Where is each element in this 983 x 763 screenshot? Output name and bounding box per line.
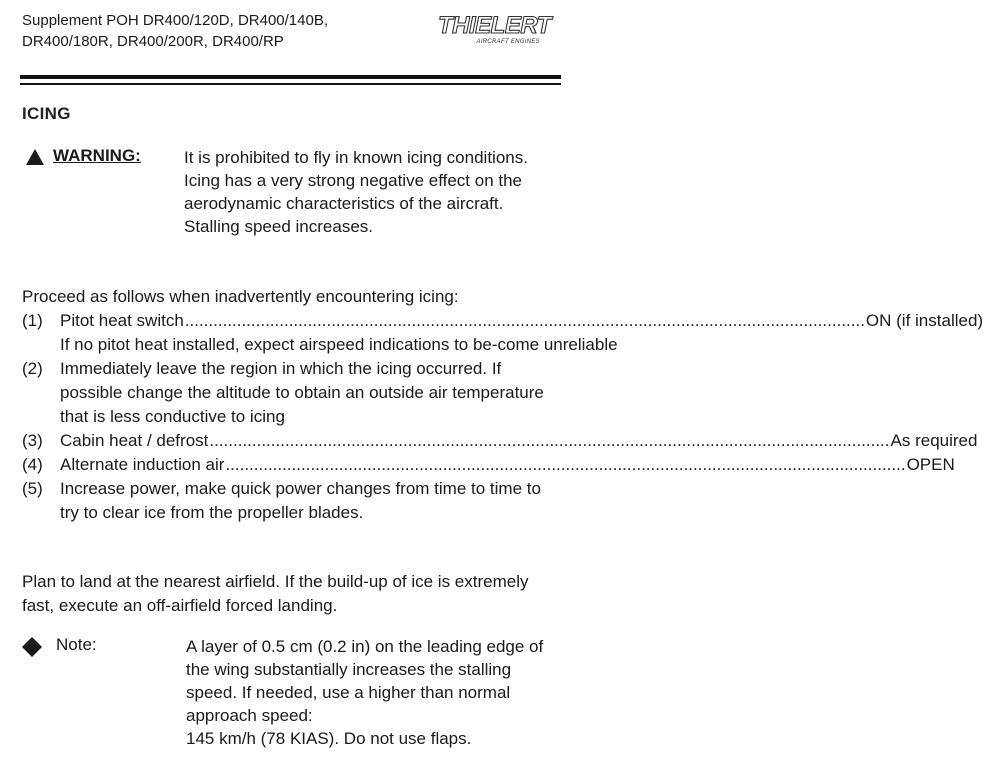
procedure-step-4 bbox=[22, 453, 955, 477]
note-label: Note: bbox=[56, 635, 97, 654]
procedure-step-5 bbox=[22, 477, 554, 525]
landing-plan-text: Plan to land at the nearest airfield. If the build-up of ice is extremely fast, execute an off-airfield forced landing. bbox=[22, 572, 529, 615]
header-title-line1: Supplement POH DR400/120D, DR400/140B, bbox=[22, 12, 329, 29]
note-text-1: A layer of 0.5 cm (0.2 in) on the leading edge of the wing substantially increases the stalling speed. If needed, use a higher than normal approach speed: bbox=[186, 637, 544, 725]
thielert-logo bbox=[438, 12, 551, 54]
step-action: ON (if installed) bbox=[865, 311, 983, 330]
step-detail: If no pitot heat installed, expect airspeed indications to be-come unreliable bbox=[60, 335, 618, 354]
dot-leader bbox=[209, 429, 889, 453]
step-item: Alternate induction air bbox=[60, 455, 225, 474]
diamond-bullet-icon bbox=[22, 637, 42, 657]
step-number: (1) bbox=[22, 311, 43, 330]
warning-label: WARNING: bbox=[53, 146, 141, 165]
step-text: Immediately leave the region in which the icing occurred. If possible change the altitude to obtain an outside air temperature that is less conductive to icing bbox=[60, 359, 544, 426]
note-text bbox=[186, 635, 554, 750]
step-item: Pitot heat switch bbox=[60, 311, 184, 330]
procedure-step-1 bbox=[22, 309, 983, 357]
step-number: (3) bbox=[22, 431, 43, 450]
warning-triangle-icon bbox=[26, 149, 44, 165]
dot-leader bbox=[185, 309, 865, 333]
step-number: (4) bbox=[22, 455, 43, 474]
logo-text: THIELERT bbox=[438, 12, 551, 39]
header-rule-thick bbox=[20, 75, 561, 79]
step-action: As required bbox=[890, 431, 978, 450]
warning-text bbox=[184, 146, 554, 238]
step-number: (5) bbox=[22, 479, 43, 498]
step-action: OPEN bbox=[906, 455, 955, 474]
section-title: ICING bbox=[22, 104, 71, 123]
warning-paragraph-2: Icing has a very strong negative effect on the aerodynamic characteristics of the aircraft. Stalling speed increases. bbox=[184, 171, 523, 236]
step-item: Cabin heat / defrost bbox=[60, 431, 209, 450]
step-number: (2) bbox=[22, 359, 43, 378]
header-rule-thin bbox=[20, 83, 561, 85]
warning-paragraph-1: It is prohibited to fly in known icing conditions. bbox=[184, 148, 528, 167]
dot-leader bbox=[225, 453, 905, 477]
procedure-step-3 bbox=[22, 429, 978, 453]
header-title-line2: DR400/180R, DR400/200R, DR400/RP bbox=[22, 33, 284, 50]
procedure-steps bbox=[22, 309, 983, 525]
procedure-intro: Proceed as follows when inadvertently encountering icing: bbox=[22, 287, 459, 306]
note-text-2: 145 km/h (78 KIAS). Do not use flaps. bbox=[186, 729, 472, 748]
logo-subtext: AIRCRAFT ENGINES bbox=[476, 39, 540, 45]
procedure-step-2 bbox=[22, 357, 554, 429]
step-text: Increase power, make quick power changes from time to time to try to clear ice from the propeller blades. bbox=[60, 479, 541, 522]
